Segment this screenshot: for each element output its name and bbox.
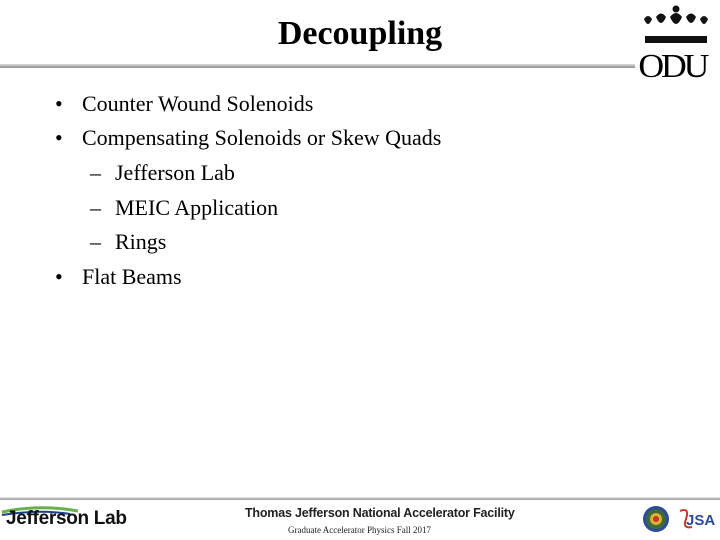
- sub-bullet-text: Rings: [115, 229, 167, 254]
- dash-marker: –: [90, 160, 101, 185]
- jefferson-lab-logo-text: Jefferson Lab: [6, 508, 127, 529]
- bullet-marker: •: [55, 264, 63, 289]
- dash-marker: –: [90, 195, 101, 220]
- dash-marker: –: [90, 229, 101, 254]
- jsa-logo: [676, 505, 718, 533]
- facility-name: Thomas Jefferson National Accelerator Facility: [245, 506, 515, 520]
- course-label: Graduate Accelerator Physics Fall 2017: [288, 525, 431, 535]
- bullet-text: Compensating Solenoids or Skew Quads: [82, 125, 442, 150]
- odu-logo-text: ODU: [638, 48, 707, 85]
- slide-title: Decoupling: [277, 15, 443, 52]
- sub-bullet-text: MEIC Application: [115, 195, 279, 220]
- bullet-marker: •: [55, 125, 63, 150]
- bullet-text: Counter Wound Solenoids: [82, 91, 314, 116]
- bullet-text: Flat Beams: [82, 264, 182, 289]
- jsa-logo-text: JSA: [686, 512, 716, 529]
- sub-bullet-text: Jefferson Lab: [115, 160, 235, 185]
- title-divider: [0, 64, 635, 68]
- bullet-marker: •: [55, 91, 63, 116]
- footer-divider: [0, 497, 720, 500]
- doe-seal-icon: [642, 505, 670, 533]
